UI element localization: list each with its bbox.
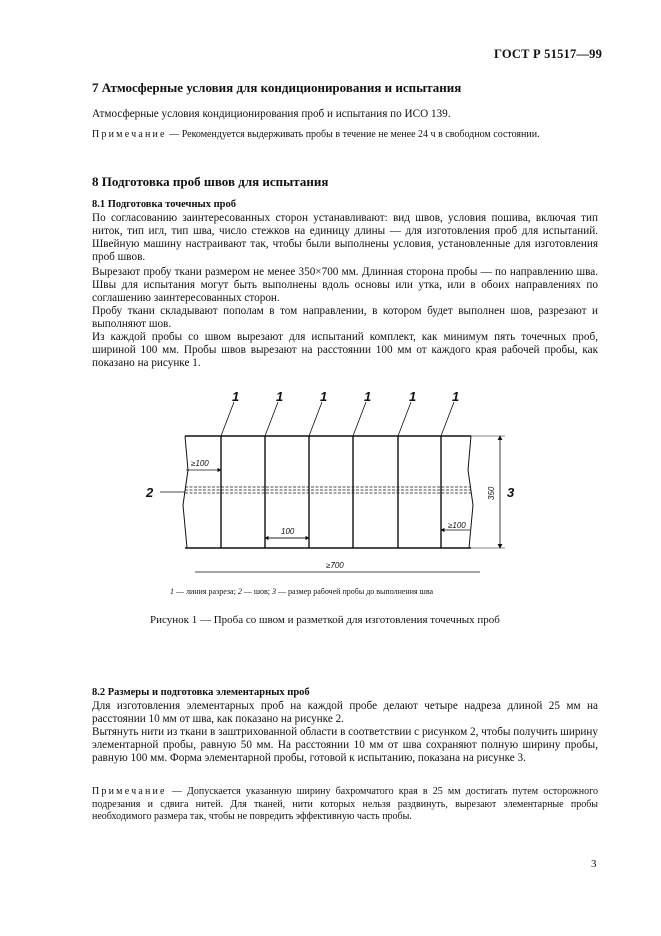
note-label: Примечание (92, 786, 167, 797)
sample-right-break (468, 436, 473, 548)
subsection-8-2-title: 8.2 Размеры и подготовка элементарных проб (92, 687, 310, 698)
document-header: ГОСТ Р 51517—99 (494, 47, 603, 61)
legend-num: 3 (271, 587, 276, 596)
paragraph-8-2-1: Для изготовления элементарных проб на каждой пробе делают четыре надреза длиной 25 мм на расстоянии 10 мм от шва, как показано на рисунке 2. (92, 700, 598, 725)
section-7-note (92, 129, 598, 142)
section-7-title: 7 Атмосферные условия для кондиционирования и испытания (92, 80, 462, 95)
section-8-title: 8 Подготовка проб швов для испытания (92, 174, 329, 189)
dim-segment: 100 (281, 527, 295, 536)
label-seam: 2 (146, 485, 154, 500)
label-cut-line: 1 (452, 389, 460, 404)
note-text: — Рекомендуется выдерживать пробы в течение не менее 24 ч в свободном состоянии. (166, 129, 540, 140)
note-text: — Допускается указанную ширину бахромчатого края в 25 мм достигать путем осторожного подрезания и сдвига нитей. Для тканей, нити которых нельзя раздвинуть, вырезают элементарные пробы необходимого размера так, чтобы не повредить эффективную часть пробы. (92, 786, 598, 822)
dim-right-margin: ≥100 (448, 521, 466, 530)
figure-1-caption: Рисунок 1 — Проба со швом и разметкой для изготовления точечных проб (150, 614, 500, 626)
legend-text: — линия разреза; (174, 587, 238, 596)
paragraph-8-1-4: Из каждой пробы со швом вырезают для испытаний комплект, как минимум пять точечных проб, шириной 100 мм. Пробы швов вырезают на расстоянии 100 мм от каждого края рабочей пробы, как показано на рисунке 1. (92, 331, 598, 369)
paragraph-8-1-3: Пробу ткани складывают пополам в том направлении, в котором будет выполнен шов, разрезают и выполняют шов. (92, 305, 598, 330)
seam-lines (185, 487, 471, 493)
legend-num: 2 (237, 587, 242, 596)
legend-text: — размер рабочей пробы до выполнения шва (275, 587, 434, 596)
label-cut-line: 1 (320, 389, 328, 404)
legend-text: — шов; (241, 587, 272, 596)
label-1-leaders (221, 402, 454, 436)
section-8-2-note (92, 786, 598, 824)
cut-lines (221, 436, 441, 548)
section-7-text: Атмосферные условия кондиционирования проб и испытания по ИСО 139. (92, 108, 451, 120)
page-number: 3 (591, 858, 597, 870)
label-cut-line: 1 (364, 389, 372, 404)
paragraph-8-1-1-text: По согласованию заинтересованных сторон устанавливают: вид швов, условия пошива, включая тип ниток, тип игл, тип шва, число стежков на единицу длины — для изготовления проб для испытаний. Швейную машину настраивают так, чтобы были выполнены условия, установленные для изготовления проб швов. (92, 212, 598, 263)
subsection-8-1-title: 8.1 Подготовка точечных проб (92, 199, 236, 210)
label-cut-line: 1 (232, 389, 240, 404)
label-cut-line: 1 (409, 389, 417, 404)
figure-1-legend (170, 587, 433, 596)
note-label: Примечание (92, 129, 167, 140)
paragraph-8-1-2: Вырезают пробу ткани размером не менее 350×700 мм. Длинная сторона пробы — по направлению шва. Швы для испытания могут быть выполнены вдоль основы или утка, или в обоих направлениях по соглашению заинтересованных сторон. (92, 266, 598, 304)
label-size: 3 (507, 485, 515, 500)
paragraph-8-2-2: Вытянуть нити из ткани в заштрихованной области в соответствии с рисунком 2, чтобы получить ширину элементарной пробы, равную 50 мм. На расстоянии 10 мм от шва сохраняют полную ширину пробы, равную 100 мм. Форма элементарной пробы, готовой к испытанию, показана на рисунке 3. (92, 726, 598, 764)
figure-1-drawing (140, 385, 530, 580)
dim-left-margin: ≥100 (191, 459, 209, 468)
dim-total: ≥700 (326, 561, 344, 570)
legend-num: 1 (170, 587, 174, 596)
label-cut-line: 1 (276, 389, 284, 404)
dim-height: 350 (487, 486, 496, 500)
paragraph-8-1-1 (92, 212, 598, 264)
